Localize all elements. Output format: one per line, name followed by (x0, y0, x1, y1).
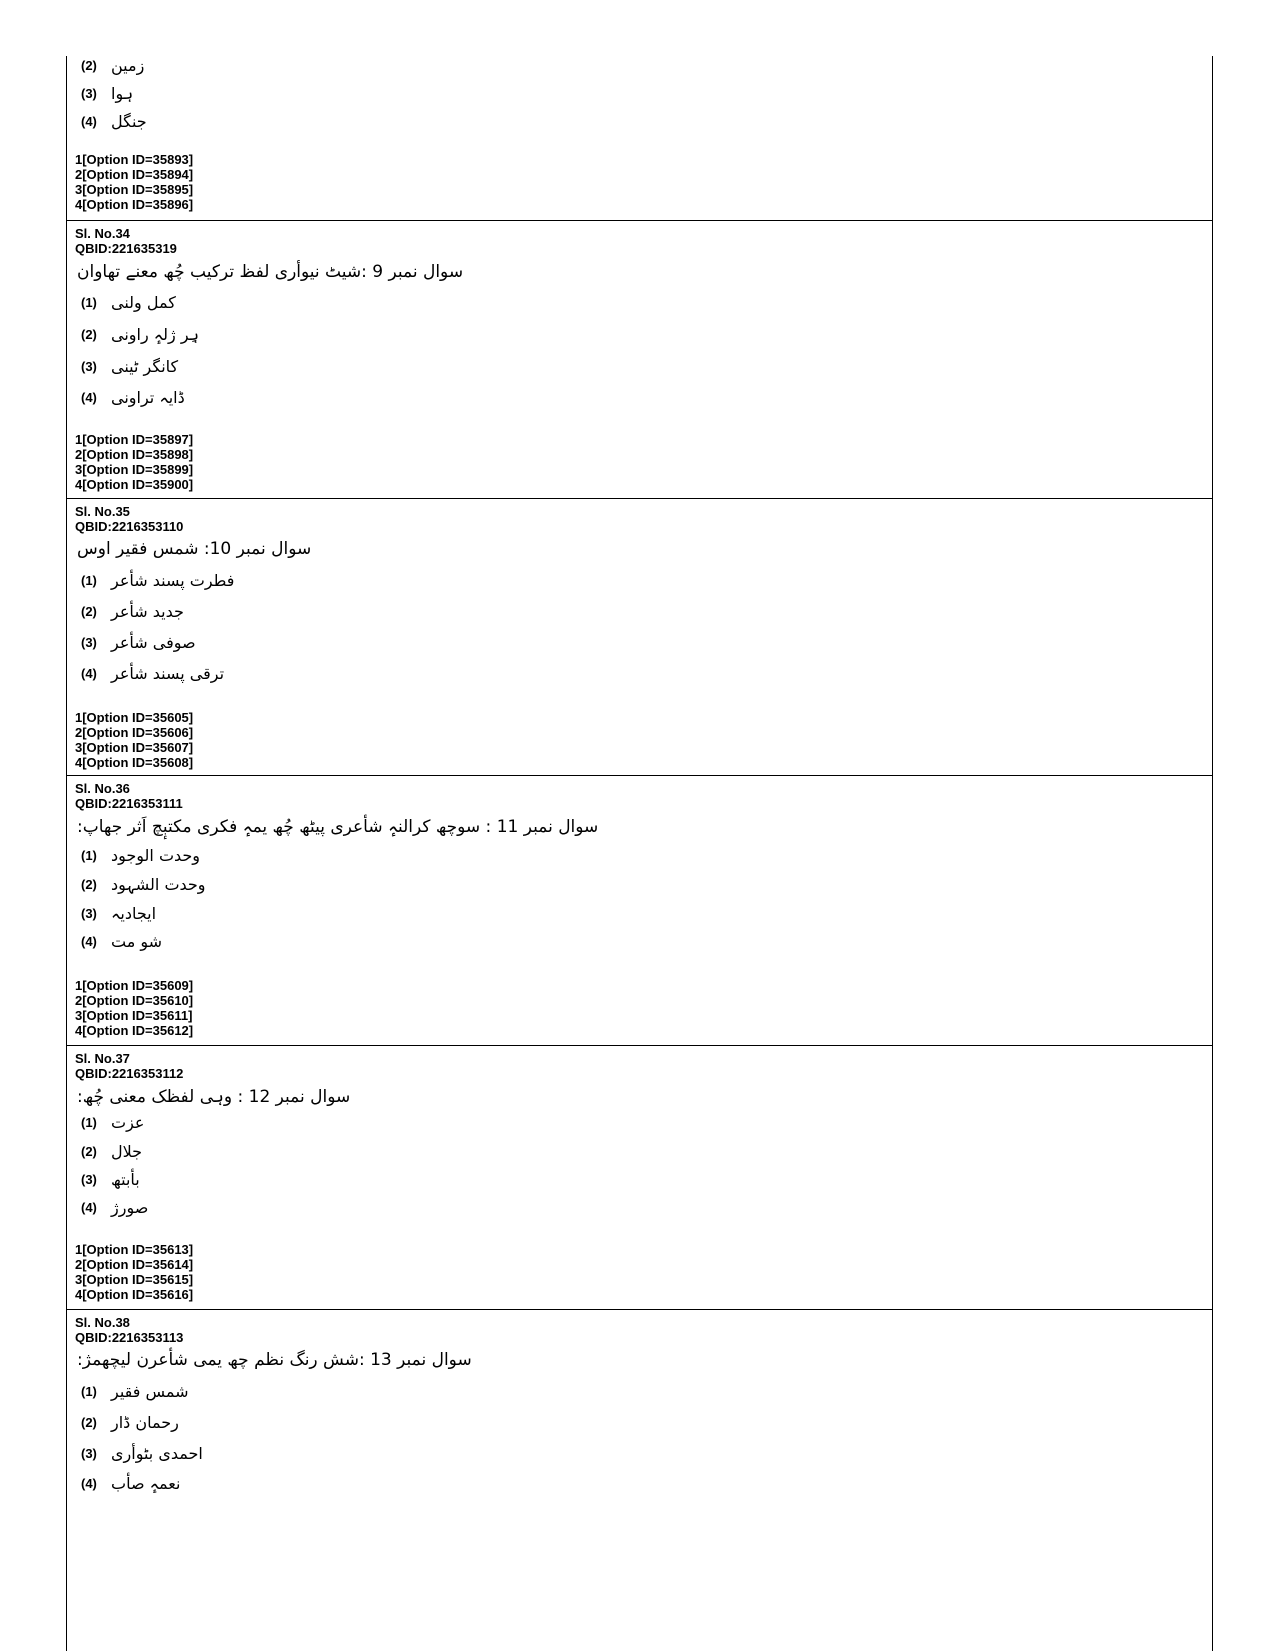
option-text: فطرت پسند شأعر (111, 571, 235, 590)
serial-number: Sl. No.38 (75, 1315, 130, 1330)
question-block-33-continued (67, 56, 1212, 220)
option-id: 1[Option ID=35605] (75, 710, 194, 725)
option-item (81, 571, 234, 590)
option-number: (3) (81, 905, 97, 921)
option-id: 3[Option ID=35611] (75, 1008, 193, 1023)
option-id: 2[Option ID=35606] (75, 725, 194, 740)
option-id: 4[Option ID=35616] (75, 1287, 194, 1302)
option-item (81, 325, 199, 344)
option-number: (4) (81, 1475, 97, 1491)
option-number: (2) (81, 57, 97, 73)
option-text: وحدت الوجود (111, 846, 201, 865)
option-text: وحدت الشہود (111, 875, 206, 894)
question-text: سوال نمبر 10: شمس فقیر اوس (77, 539, 312, 559)
option-number: (2) (81, 1143, 97, 1159)
option-number: (1) (81, 294, 97, 310)
option-item (81, 1142, 142, 1161)
option-number: (2) (81, 1414, 97, 1430)
option-id: 3[Option ID=35607] (75, 740, 194, 755)
option-id: 2[Option ID=35894] (75, 167, 194, 182)
option-item (81, 846, 200, 865)
option-text: کانگر ٹینی (111, 357, 179, 376)
option-number: (3) (81, 358, 97, 374)
option-item (81, 875, 206, 894)
option-number: (4) (81, 389, 97, 405)
option-id: 4[Option ID=35896] (75, 197, 194, 212)
question-block-37 (67, 1045, 1212, 1309)
option-text: صوفی شأعر (111, 633, 196, 652)
option-number: (1) (81, 1383, 97, 1399)
option-number: (2) (81, 326, 97, 342)
option-id: 4[Option ID=35612] (75, 1023, 194, 1038)
option-text: رحمان ڈار (111, 1413, 179, 1432)
question-text: سوال نمبر 9 :شیٹ نیوأری لفظ ترکیب چُھ معنے تھاوان (77, 262, 464, 282)
option-number: (1) (81, 1114, 97, 1130)
option-text: جنگل (111, 112, 147, 131)
option-item (81, 1198, 148, 1217)
option-item (81, 56, 144, 75)
option-id: 1[Option ID=35893] (75, 152, 194, 167)
option-id-list (75, 1242, 193, 1302)
qbid: QBID:2216353111 (75, 796, 183, 811)
question-text: سوال نمبر 12 : وہی لفظک معنی چُھ: (77, 1087, 351, 1107)
option-text: بأبتھ (111, 1170, 140, 1189)
option-number: (4) (81, 1199, 97, 1215)
option-text: جلال (111, 1142, 143, 1161)
question-paper-sheet (66, 56, 1213, 1651)
option-number: (2) (81, 876, 97, 892)
option-text: ڈایہ تراونی (111, 388, 185, 407)
option-id: 2[Option ID=35614] (75, 1257, 194, 1272)
option-id: 2[Option ID=35898] (75, 447, 194, 462)
option-item (81, 1113, 144, 1132)
qbid: QBID:2216353112 (75, 1066, 184, 1081)
serial-number: Sl. No.36 (75, 781, 130, 796)
option-number: (3) (81, 1171, 97, 1187)
question-text: سوال نمبر 11 : سوچھ کرالنہٕ شأعری پیٹھ چُھ یمہٕ فکری مکتبٕچ اَثر جھاپ: (77, 817, 599, 837)
option-number: (1) (81, 572, 97, 588)
question-block-35 (67, 498, 1212, 775)
option-text: شو مت (111, 932, 163, 951)
option-item (81, 1382, 189, 1401)
qbid: QBID:2216353110 (75, 519, 184, 534)
option-id: 1[Option ID=35897] (75, 432, 194, 447)
option-text: عزت (111, 1113, 145, 1132)
option-item (81, 293, 176, 312)
serial-number: Sl. No.35 (75, 504, 130, 519)
option-id-list (75, 978, 193, 1038)
option-id: 2[Option ID=35610] (75, 993, 194, 1008)
question-block-36 (67, 775, 1212, 1045)
option-item (81, 904, 156, 923)
option-text: جدید شأعر (111, 602, 184, 621)
option-id: 1[Option ID=35609] (75, 978, 194, 993)
option-id: 4[Option ID=35900] (75, 477, 194, 492)
option-text: کمل ولنی (111, 293, 176, 312)
option-text: ترقی پسند شأعر (111, 664, 225, 683)
option-item (81, 633, 196, 652)
option-id: 3[Option ID=35895] (75, 182, 194, 197)
option-item (81, 1444, 203, 1463)
option-number: (3) (81, 634, 97, 650)
qbid: QBID:221635319 (75, 241, 177, 256)
option-id: 1[Option ID=35613] (75, 1242, 194, 1257)
option-number: (3) (81, 85, 97, 101)
qbid: QBID:2216353113 (75, 1330, 184, 1345)
option-id-list (75, 152, 193, 212)
option-item (81, 357, 178, 376)
option-item (81, 664, 224, 683)
option-item (81, 84, 133, 103)
question-block-34 (67, 220, 1212, 498)
option-id-list (75, 432, 193, 492)
option-item (81, 602, 184, 621)
option-text: نعمہٕ صأب (111, 1474, 181, 1493)
option-number: (4) (81, 113, 97, 129)
option-item (81, 112, 147, 131)
option-id-list (75, 710, 193, 770)
option-number: (3) (81, 1445, 97, 1461)
option-text: ہوا (111, 84, 134, 103)
option-text: احمدی بٹوأری (111, 1444, 203, 1463)
question-block-38 (67, 1309, 1212, 1651)
option-item (81, 932, 162, 951)
option-id: 3[Option ID=35615] (75, 1272, 194, 1287)
option-text: ہِر ژلہٕ راونی (111, 325, 200, 344)
option-id: 3[Option ID=35899] (75, 462, 194, 477)
option-number: (4) (81, 933, 97, 949)
option-item (81, 1170, 140, 1189)
option-number: (2) (81, 603, 97, 619)
question-text: سوال نمبر 13 :شش رنگ نظم چھ یمی شأعرن لیچھمژ: (77, 1350, 472, 1370)
option-item (81, 388, 185, 407)
option-text: شمس فقیر (111, 1382, 189, 1401)
option-text: ایجادیہ (111, 904, 157, 923)
serial-number: Sl. No.37 (75, 1051, 130, 1066)
option-id: 4[Option ID=35608] (75, 755, 194, 770)
serial-number: Sl. No.34 (75, 226, 130, 241)
option-text: زمین (111, 56, 145, 75)
option-item (81, 1413, 179, 1432)
option-number: (4) (81, 665, 97, 681)
option-text: صورژ (111, 1198, 149, 1217)
option-number: (1) (81, 847, 97, 863)
option-item (81, 1474, 180, 1493)
